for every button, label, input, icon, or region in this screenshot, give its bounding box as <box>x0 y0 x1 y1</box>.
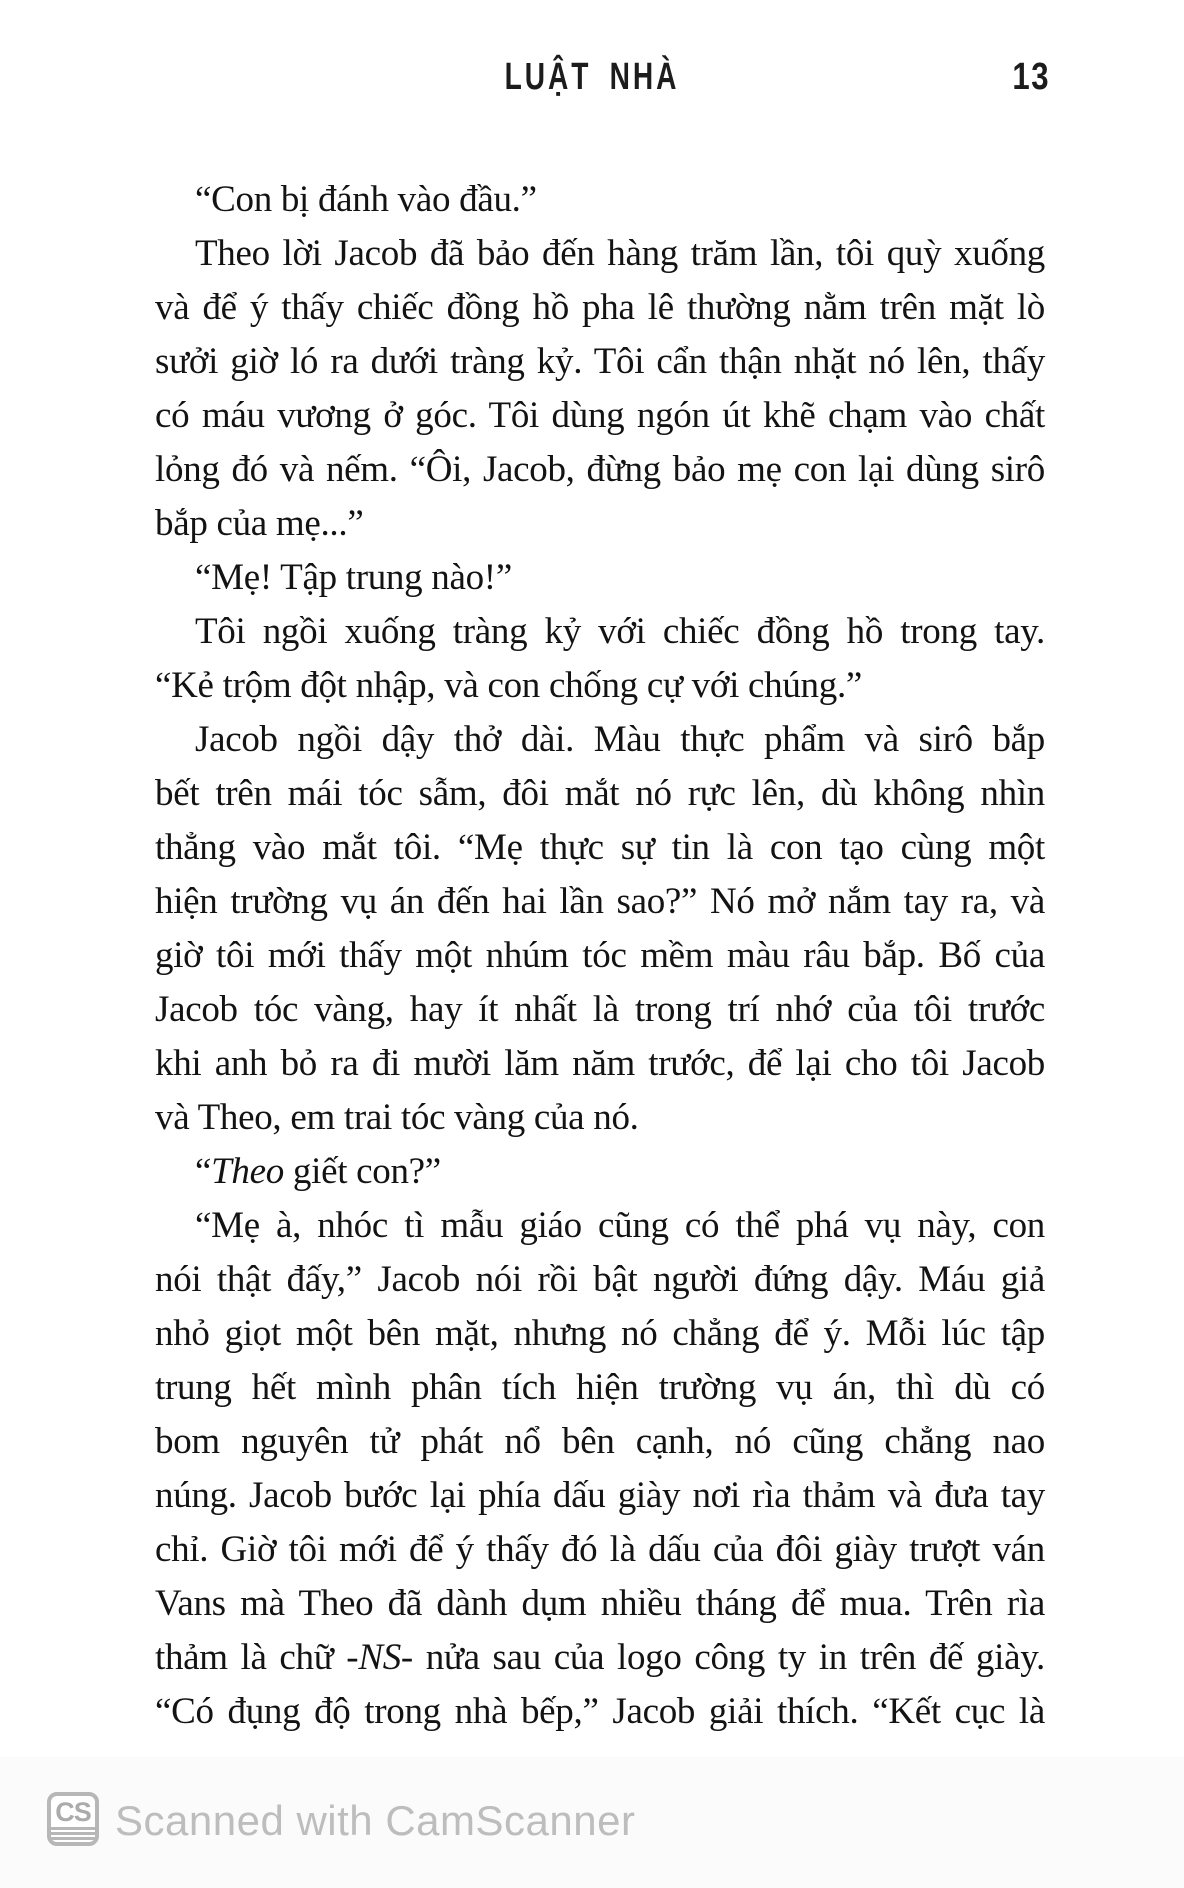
text-segment: trung hết mình phân tích hiện trường vụ án, thì dù có <box>155 1367 1045 1408</box>
running-header <box>0 56 1184 102</box>
text-line <box>155 389 1045 443</box>
text-segment: Jacob tóc vàng, hay ít nhất là trong trí nhớ của tôi trước <box>155 989 1045 1030</box>
text-line <box>155 659 1045 713</box>
text-line <box>155 1307 1045 1361</box>
text-segment: Tôi ngồi xuống tràng kỷ với chiếc đồng hồ trong tay. <box>195 611 1045 652</box>
text-line <box>155 281 1045 335</box>
text-line <box>155 227 1045 281</box>
text-segment: hiện trường vụ án đến hai lần sao?” Nó mở nắm tay ra, và <box>155 881 1045 922</box>
text-line <box>155 875 1045 929</box>
text-segment: “Có đụng độ trong nhà bếp,” Jacob giải thích. “Kết cục là <box>155 1691 1045 1732</box>
text-line <box>155 1091 1045 1145</box>
italic-text-segment: Theo <box>211 1151 284 1192</box>
text-line <box>155 713 1045 767</box>
text-segment: sưởi giờ ló ra dưới tràng kỷ. Tôi cẩn thận nhặt nó lên, thấy <box>155 341 1045 382</box>
text-segment: có máu vương ở góc. Tôi dùng ngón út khẽ chạm vào chất <box>155 395 1045 436</box>
camscanner-logo-stripes <box>51 1827 95 1842</box>
text-line <box>155 605 1045 659</box>
text-segment: Vans mà Theo đã dành dụm nhiều tháng để mua. Trên rìa <box>155 1583 1045 1624</box>
text-segment: bắp của mẹ...” <box>155 503 364 544</box>
chapter-title: LUẬT NHÀ <box>504 56 680 98</box>
text-line <box>155 1361 1045 1415</box>
text-line <box>155 1469 1045 1523</box>
text-segment: thảm là chữ - <box>155 1637 359 1678</box>
camscanner-logo-label: CS <box>55 1797 91 1827</box>
text-line <box>155 1523 1045 1577</box>
text-segment: nhỏ giọt một bên mặt, nhưng nó chẳng để ý. Mỗi lúc tập <box>155 1313 1045 1354</box>
text-line <box>155 983 1045 1037</box>
camscanner-logo-icon <box>47 1792 99 1846</box>
text-line <box>155 821 1045 875</box>
text-line <box>155 929 1045 983</box>
text-line <box>155 551 1045 605</box>
text-segment: và Theo, em trai tóc vàng của nó. <box>155 1097 639 1138</box>
text-line <box>155 1577 1045 1631</box>
text-segment: và để ý thấy chiếc đồng hồ pha lê thường nằm trên mặt lò <box>155 287 1045 328</box>
text-segment: “Mẹ! Tập trung nào!” <box>195 557 512 598</box>
text-line <box>155 1037 1045 1091</box>
text-segment: nói thật đấy,” Jacob nói rồi bật người đứng dậy. Máu giả <box>155 1259 1045 1300</box>
text-line <box>155 1253 1045 1307</box>
text-segment: khi anh bỏ ra đi mười lăm năm trước, để lại cho tôi Jacob <box>155 1043 1045 1084</box>
text-segment: Jacob ngồi dậy thở dài. Màu thực phẩm và sirô bắp <box>195 719 1045 760</box>
text-segment: “Con bị đánh vào đầu.” <box>195 179 537 220</box>
text-segment: thẳng vào mắt tôi. “Mẹ thực sự tin là con tạo cùng một <box>155 827 1045 868</box>
text-line <box>155 1685 1045 1739</box>
text-line <box>155 497 1045 551</box>
text-segment: núng. Jacob bước lại phía dấu giày nơi rìa thảm và đưa tay <box>155 1475 1045 1516</box>
text-segment: bom nguyên tử phát nổ bên cạnh, nó cũng chẳng nao <box>155 1421 1045 1462</box>
body-text <box>155 173 1045 1739</box>
text-segment: chỉ. Giờ tôi mới để ý thấy đó là dấu của đôi giày trượt ván <box>155 1529 1045 1570</box>
text-segment: giờ tôi mới thấy một nhúm tóc mềm màu râu bắp. Bố của <box>155 935 1045 976</box>
text-segment: “ <box>195 1151 212 1192</box>
italic-text-segment: NS <box>358 1637 401 1678</box>
text-segment: “Kẻ trộm đột nhập, và con chống cự với chúng.” <box>155 665 863 706</box>
text-line <box>155 335 1045 389</box>
text-segment: lỏng đó và nếm. “Ôi, Jacob, đừng bảo mẹ con lại dùng sirô <box>155 449 1045 490</box>
text-segment: Theo lời Jacob đã bảo đến hàng trăm lần, tôi quỳ xuống <box>195 233 1045 274</box>
text-line <box>155 1199 1045 1253</box>
text-segment: bết trên mái tóc sẫm, đôi mắt nó rực lên, dù không nhìn <box>155 773 1045 814</box>
scan-watermark-label: Scanned with CamScanner <box>115 1797 636 1844</box>
text-line <box>155 1145 1045 1199</box>
text-line <box>155 767 1045 821</box>
text-line <box>155 1415 1045 1469</box>
text-segment: - nửa sau của logo công ty in trên đế giày. <box>400 1637 1045 1678</box>
text-line <box>155 443 1045 497</box>
page-number: 13 <box>1012 56 1050 98</box>
text-line <box>155 173 1045 227</box>
text-line <box>155 1631 1045 1685</box>
text-segment: “Mẹ à, nhóc tì mẫu giáo cũng có thể phá vụ này, con <box>195 1205 1045 1246</box>
text-segment: giết con?” <box>283 1151 441 1192</box>
